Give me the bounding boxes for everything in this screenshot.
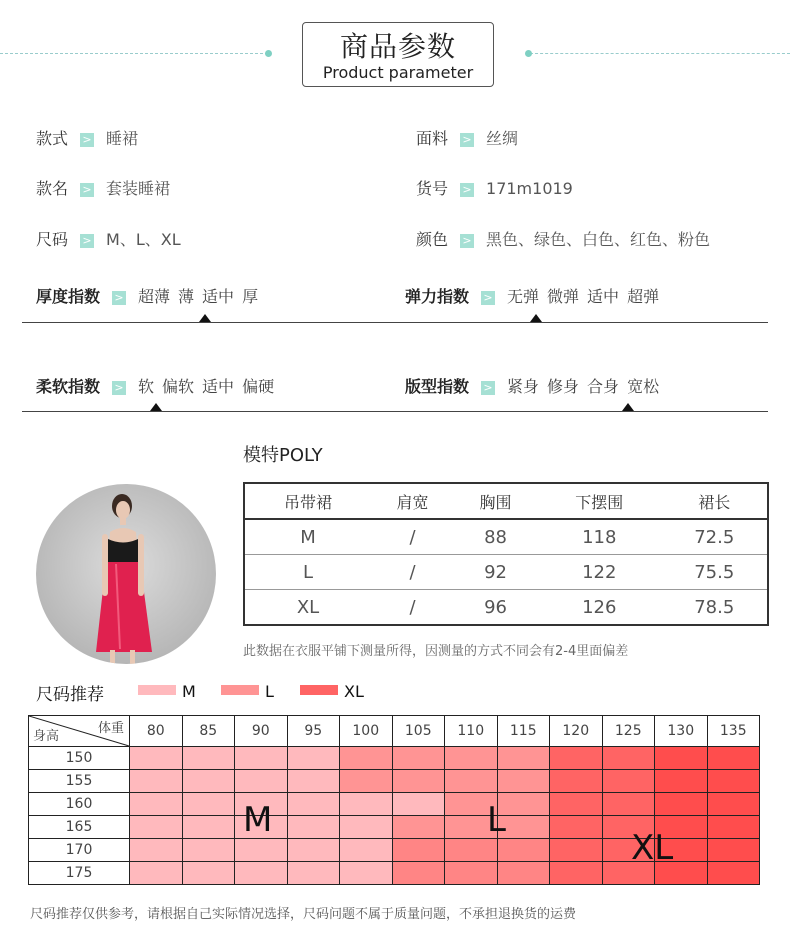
attr-size	[36, 227, 181, 250]
grid-cell	[287, 862, 340, 885]
grid-cell	[130, 862, 183, 885]
table-header-cell: 裙长	[661, 483, 768, 519]
grid-cell	[235, 770, 288, 793]
header-dot-right	[525, 50, 532, 57]
grid-cell	[445, 747, 498, 770]
index-key: 版型指数	[405, 377, 470, 396]
table-row	[244, 519, 768, 555]
size-label-l: L	[487, 800, 506, 840]
size-rec-title: 尺码推荐	[36, 685, 104, 705]
height-label: 160	[29, 793, 130, 816]
grid-cell	[340, 770, 393, 793]
index-option: 无弹	[507, 287, 540, 306]
grid-cell	[445, 839, 498, 862]
attr-key: 款名	[36, 179, 69, 198]
attr-key: 尺码	[36, 230, 69, 249]
grid-cell	[550, 747, 603, 770]
table-cell: 92	[454, 555, 537, 590]
grid-cell	[287, 793, 340, 816]
model-title: 模特POLY	[243, 445, 323, 466]
index-option: 薄	[178, 287, 195, 306]
grid-cell	[182, 839, 235, 862]
index-divider	[22, 322, 768, 323]
measurement-table	[243, 482, 769, 626]
measurement-note: 此数据在衣服平铺下测量所得，因测量的方式不同会有2-4里面偏差	[243, 644, 629, 659]
arrow-icon: >	[460, 234, 474, 248]
size-rec-note: 尺码推荐仅供参考，请根据自己实际情况选择，尺码问题不属于质量问题，不承担退换货的运费	[30, 907, 577, 922]
grid-cell	[287, 747, 340, 770]
index-key: 柔软指数	[36, 377, 101, 396]
table-header-cell: 胸围	[454, 483, 537, 519]
corner-weight-label: 体重	[97, 721, 124, 736]
table-header-cell: 吊带裙	[244, 483, 371, 519]
grid-cell	[182, 770, 235, 793]
table-cell: 78.5	[661, 590, 768, 626]
grid-cell	[392, 793, 445, 816]
grid-cell	[602, 747, 655, 770]
corner-height-label: 身高	[33, 729, 60, 744]
grid-cell	[130, 839, 183, 862]
arrow-icon: >	[112, 291, 126, 305]
weight-header: 115	[497, 716, 550, 747]
thickness-pointer	[199, 314, 211, 322]
grid-cell	[550, 839, 603, 862]
grid-cell	[130, 747, 183, 770]
table-header-row	[244, 483, 768, 519]
grid-row	[29, 793, 760, 816]
weight-header: 95	[287, 716, 340, 747]
grid-cell	[182, 793, 235, 816]
grid-cell	[340, 793, 393, 816]
table-cell: 96	[454, 590, 537, 626]
grid-cell	[707, 747, 760, 770]
arrow-icon: >	[80, 183, 94, 197]
arrow-icon: >	[460, 183, 474, 197]
grid-cell	[235, 862, 288, 885]
grid-cell	[392, 770, 445, 793]
grid-cell	[392, 862, 445, 885]
table-cell: 75.5	[661, 555, 768, 590]
legend-label: XL	[344, 682, 364, 701]
index-option: 适中	[587, 287, 620, 306]
weight-header: 120	[550, 716, 603, 747]
legend-label: L	[265, 682, 274, 701]
grid-cell	[340, 816, 393, 839]
grid-cell	[130, 793, 183, 816]
arrow-icon: >	[460, 133, 474, 147]
grid-cell	[707, 793, 760, 816]
grid-cell	[497, 839, 550, 862]
index-option: 超薄	[138, 287, 171, 306]
index-option: 软	[138, 377, 155, 396]
table-cell: L	[244, 555, 371, 590]
grid-cell	[182, 747, 235, 770]
table-cell: 72.5	[661, 519, 768, 555]
grid-cell	[287, 839, 340, 862]
arrow-icon: >	[80, 234, 94, 248]
grid-cell	[130, 816, 183, 839]
legend-label: M	[182, 682, 196, 701]
index-option: 厚	[242, 287, 259, 306]
legend-swatch-l	[221, 685, 259, 695]
index-option: 超弹	[627, 287, 660, 306]
attr-color	[416, 227, 710, 250]
index-option: 修身	[547, 377, 580, 396]
attr-key: 货号	[416, 179, 449, 198]
index-option: 偏软	[162, 377, 195, 396]
index-elasticity	[405, 284, 667, 307]
index-key: 弹力指数	[405, 287, 470, 306]
attr-value: M、L、XL	[106, 230, 181, 249]
grid-corner	[29, 716, 130, 747]
attr-key: 面料	[416, 129, 449, 148]
size-label-m: M	[243, 800, 273, 840]
grid-cell	[602, 770, 655, 793]
header-line-right	[530, 53, 790, 54]
height-label: 175	[29, 862, 130, 885]
index-softness	[36, 374, 282, 397]
grid-cell	[445, 862, 498, 885]
grid-cell	[340, 747, 393, 770]
attr-value: 171m1019	[486, 179, 573, 198]
grid-cell	[445, 770, 498, 793]
attr-name	[36, 176, 170, 199]
table-cell: 88	[454, 519, 537, 555]
grid-cell	[182, 816, 235, 839]
grid-cell	[655, 747, 708, 770]
table-cell: M	[244, 519, 371, 555]
grid-cell	[392, 839, 445, 862]
height-label: 170	[29, 839, 130, 862]
arrow-icon: >	[481, 381, 495, 395]
index-option: 紧身	[507, 377, 540, 396]
grid-cell	[550, 770, 603, 793]
grid-row	[29, 770, 760, 793]
attr-key: 颜色	[416, 230, 449, 249]
grid-cell	[340, 839, 393, 862]
legend-l	[221, 682, 274, 701]
table-header-cell: 下摆围	[537, 483, 661, 519]
index-option: 偏硬	[242, 377, 275, 396]
height-label: 150	[29, 747, 130, 770]
arrow-icon: >	[112, 381, 126, 395]
grid-cell	[550, 862, 603, 885]
legend-m	[138, 682, 196, 701]
attr-value: 套装睡裙	[106, 179, 171, 198]
header-line-left	[0, 53, 268, 54]
attr-value: 丝绸	[486, 129, 519, 148]
grid-cell	[130, 770, 183, 793]
grid-cell	[182, 862, 235, 885]
legend-swatch-m	[138, 685, 176, 695]
grid-cell	[497, 862, 550, 885]
header-title-en: Product parameter	[322, 63, 474, 82]
index-key: 厚度指数	[36, 287, 101, 306]
grid-cell	[707, 816, 760, 839]
attr-sku	[416, 176, 573, 199]
weight-header: 125	[602, 716, 655, 747]
legend-swatch-xl	[300, 685, 338, 695]
header-title-zh: 商品参数	[339, 30, 456, 63]
legend-xl	[300, 682, 364, 701]
arrow-icon: >	[481, 291, 495, 305]
index-option: 宽松	[627, 377, 660, 396]
index-divider	[22, 411, 768, 412]
grid-cell	[497, 770, 550, 793]
attr-value: 黑色、绿色、白色、红色、粉色	[486, 230, 711, 249]
grid-cell	[235, 839, 288, 862]
table-cell: XL	[244, 590, 371, 626]
grid-cell	[287, 770, 340, 793]
table-cell: 118	[537, 519, 661, 555]
height-label: 165	[29, 816, 130, 839]
weight-header: 130	[655, 716, 708, 747]
index-option: 微弹	[547, 287, 580, 306]
index-fit	[405, 374, 667, 397]
table-row	[244, 590, 768, 626]
attr-style	[36, 126, 138, 149]
height-label: 155	[29, 770, 130, 793]
table-row	[244, 555, 768, 590]
index-option: 适中	[202, 377, 235, 396]
fit-pointer	[622, 403, 634, 411]
table-cell: 126	[537, 590, 661, 626]
table-cell: /	[371, 555, 454, 590]
grid-cell	[235, 747, 288, 770]
model-photo	[36, 484, 216, 664]
model-figure-icon	[36, 484, 216, 664]
grid-cell	[550, 793, 603, 816]
weight-header: 80	[130, 716, 183, 747]
softness-pointer	[150, 403, 162, 411]
header-box	[302, 22, 494, 87]
grid-cell	[707, 770, 760, 793]
arrow-icon: >	[80, 133, 94, 147]
grid-cell	[707, 862, 760, 885]
attr-value: 睡裙	[106, 129, 139, 148]
grid-header-row	[29, 716, 760, 747]
index-option: 适中	[202, 287, 235, 306]
weight-header: 100	[340, 716, 393, 747]
size-label-xl: XL	[631, 828, 674, 868]
table-header-cell: 肩宽	[371, 483, 454, 519]
weight-header: 90	[235, 716, 288, 747]
grid-cell	[550, 816, 603, 839]
grid-cell	[392, 747, 445, 770]
index-thickness	[36, 284, 266, 307]
header-dot-left	[265, 50, 272, 57]
grid-cell	[655, 793, 708, 816]
weight-header: 110	[445, 716, 498, 747]
grid-cell	[655, 770, 708, 793]
table-cell: /	[371, 519, 454, 555]
attr-key: 款式	[36, 129, 69, 148]
grid-cell	[340, 862, 393, 885]
grid-row	[29, 747, 760, 770]
grid-cell	[497, 747, 550, 770]
table-cell: 122	[537, 555, 661, 590]
attr-fabric	[416, 126, 518, 149]
weight-header: 85	[182, 716, 235, 747]
weight-header: 105	[392, 716, 445, 747]
elasticity-pointer	[530, 314, 542, 322]
grid-cell	[707, 839, 760, 862]
table-cell: /	[371, 590, 454, 626]
grid-cell	[392, 816, 445, 839]
weight-header: 135	[707, 716, 760, 747]
index-option: 合身	[587, 377, 620, 396]
grid-cell	[602, 793, 655, 816]
grid-cell	[287, 816, 340, 839]
